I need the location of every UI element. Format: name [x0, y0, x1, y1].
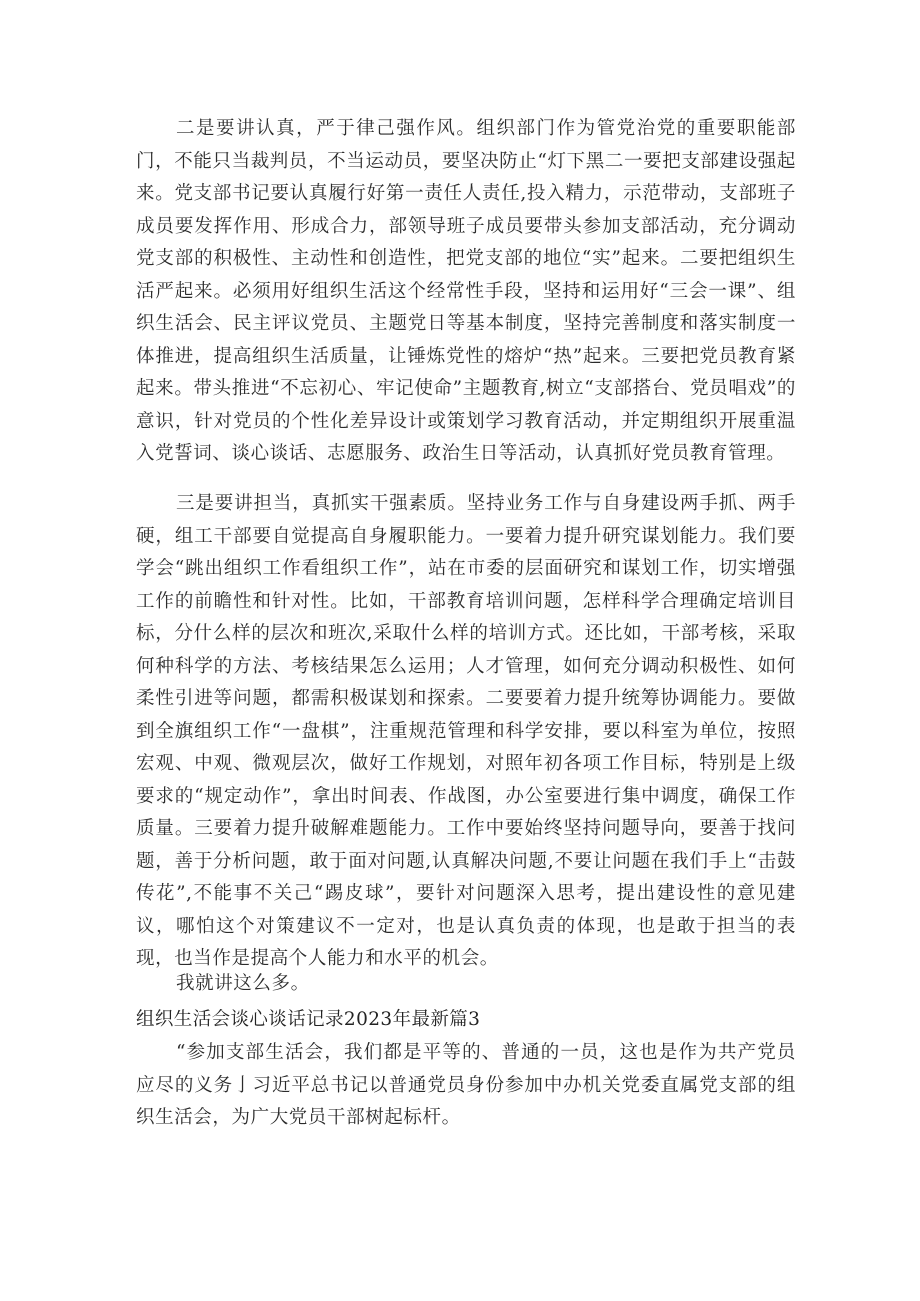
paragraph-point-two: 二是要讲认真，严于律己强作风。组织部门作为管党治党的重要职能部门，不能只当裁判员，不当运动员，要坚决防止“灯下黑二一要把支部建设强起来。党支部书记要认真履行好第一责任人责任,投入精力，示范带动，支部班子成员要发挥作用、形成合力，部领导班子成员要带头参加支部活动，充分调动党支部的积极性、主动性和创造性，把党支部的地位“实”起来。二要把组织生活严起来。必须用好组织生活这个经常性手段，坚持和运用好“三会一课”、组织生活会、民主评议党员、主题党日等基本制度，坚持完善制度和落实制度一体推进，提高组织生活质量，让锤炼党性的熔炉“热”起来。三要把党员教育紧起来。带头推进“不忘初心、牢记使命”主题教育,树立“支部搭台、党员唱戏”的意识，针对党员的个性化差异设计或策划学习教育活动，并定期组织开展重温入党誓词、谈心谈话、志愿服务、政治生日等活动，认真抓好党员教育管理。 — [136, 118, 796, 464]
section-heading: 组织生活会谈心谈话记录2023年最新篇3 — [136, 1009, 481, 1030]
paragraph-section-three-intro: “参加支部生活会，我们都是平等的、普通的一员，这也是作为共产党员应尽的义务亅习近平总书记以普通党员身份参加中办机关党委直属党支部的组织生活会，为广大党员干部树起标杆。 — [136, 1042, 796, 1128]
paragraph-point-three: 三是要讲担当，真抓实干强素质。坚持业务工作与自身建设两手抓、两手硬，组工干部要自觉提高自身履职能力。一要着力提升研究谋划能力。我们要学会“跳出组织工作看组织工作”，站在市委的层面研究和谋划工作，切实增强工作的前瞻性和针对性。比如，干部教育培训问题，怎样科学合理确定培训目标，分什么样的层次和班次,采取什么样的培训方式。还比如，干部考核，采取何种科学的方法、考核结果怎么运用；人才管理，如何充分调动积极性、如何柔性引进等问题，都需积极谋划和探索。二要要着力提升统筹协调能力。要做到全旗组织工作“一盘棋”，注重规范管理和科学安排，要以科室为单位，按照宏观、中观、微观层次，做好工作规划，对照年初各项工作目标，特别是上级要求的“规定动作”，拿出时间表、作战图，办公室要进行集中调度，确保工作质量。三要着力提升破解难题能力。工作中要始终坚持问题导向，要善于找问题，善于分析问题，敢于面对问题,认真解决问题,不要让问题在我们手上“击鼓传花”,不能事不关己“踢皮球”，要针对问题深入思考，提出建设性的意见建议，哪怕这个对策建议不一定对，也是认真负责的体现，也是敢于担当的表现，也当作是提高个人能力和水平的机会。 — [136, 493, 796, 969]
closing-remark: 我就讲这么多。 — [176, 973, 310, 994]
